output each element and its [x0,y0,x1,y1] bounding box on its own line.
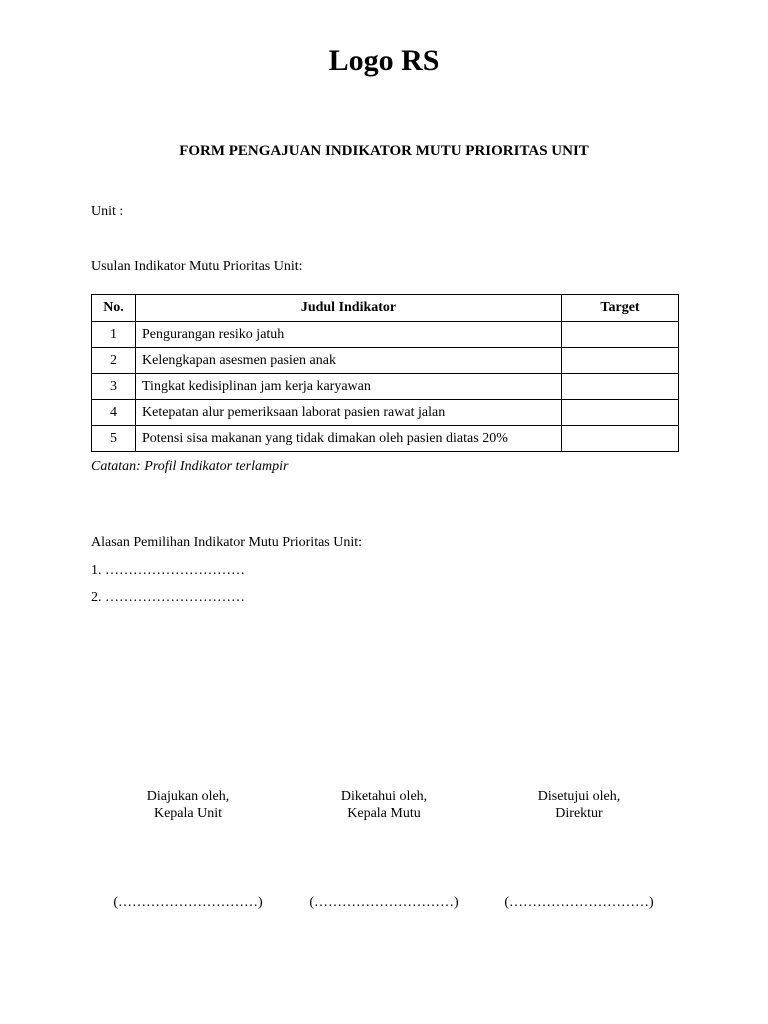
indicator-table [91,294,679,452]
table-row [92,426,679,452]
row-no: 2 [92,348,136,374]
header-title: Judul Indikator [136,295,562,322]
signature-title: Kepala Mutu [347,806,421,821]
row-target [562,400,679,426]
table-row [92,322,679,348]
table-row [92,374,679,400]
signature-blank: (…………………………) [504,895,654,910]
table-row [92,348,679,374]
proposal-label: Usulan Indikator Mutu Prioritas Unit: [91,259,303,274]
table-note: Catatan: Profil Indikator terlampir [91,459,289,474]
header-target: Target [562,295,679,322]
table-row [92,400,679,426]
signature-title: Kepala Unit [153,806,223,821]
row-title: Kelengkapan asesmen pasien anak [136,348,562,374]
form-title: FORM PENGAJUAN INDIKATOR MUTU PRIORITAS UNIT [179,143,589,159]
row-title: Potensi sisa makanan yang tidak dimakan oleh pasien diatas 20% [136,426,562,452]
table-header-row [92,295,679,322]
reasons-label: Alasan Pemilihan Indikator Mutu Prioritas Unit: [91,535,363,550]
reason-item: 2. ………………………… [91,590,245,605]
row-no: 1 [92,322,136,348]
signature-blank: (…………………………) [113,895,263,910]
signature-block-acknowledger [284,788,484,822]
signature-block-submitter [88,788,288,822]
header-no: No. [92,295,136,322]
signature-role-line: Disetujui oleh, [537,789,621,804]
signature-title: Direktur [555,806,603,821]
row-target [562,322,679,348]
signature-block-approver [479,788,679,822]
unit-label: Unit : [91,204,124,219]
row-target [562,374,679,400]
signature-blank: (…………………………) [309,895,459,910]
logo-text: Logo RS [328,44,440,77]
row-no: 5 [92,426,136,452]
signature-role-line: Diketahui oleh, [340,789,428,804]
reason-item: 1. ………………………… [91,563,245,578]
row-title: Tingkat kedisiplinan jam kerja karyawan [136,374,562,400]
row-no: 3 [92,374,136,400]
signature-role-line: Diajukan oleh, [146,789,230,804]
row-no: 4 [92,400,136,426]
row-target [562,426,679,452]
row-title: Pengurangan resiko jatuh [136,322,562,348]
row-target [562,348,679,374]
row-title: Ketepatan alur pemeriksaan laborat pasien rawat jalan [136,400,562,426]
